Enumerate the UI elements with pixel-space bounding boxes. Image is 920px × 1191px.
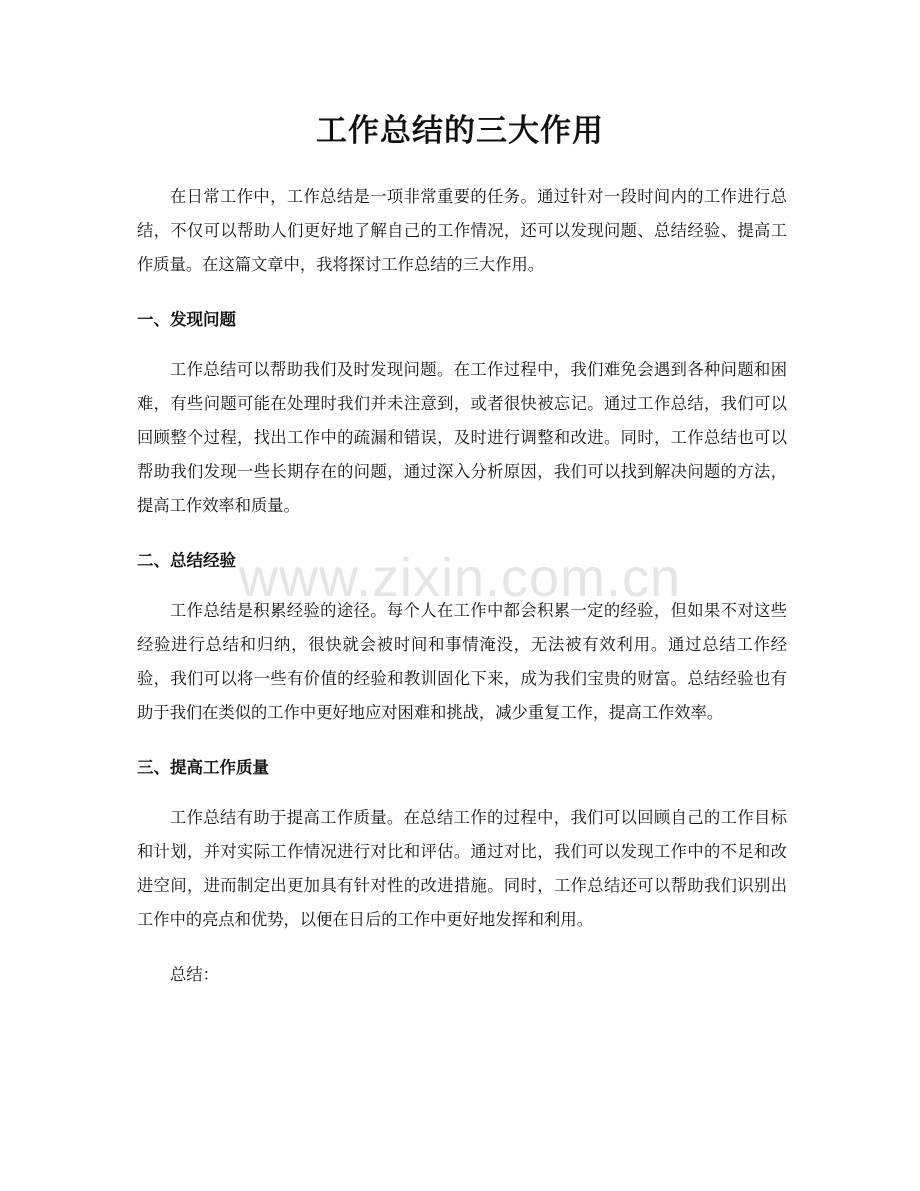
section-heading: 二、总结经验 — [137, 551, 236, 570]
section-heading: 三、提高工作质量 — [137, 758, 269, 777]
section-paragraph: 工作总结可以帮助我们及时发现问题。在工作过程中，我们难免会遇到各种问题和困难，有些问题可能在处理时我们并未注意到，或者很快被忘记。通过工作总结，我们可以回顾整个过程，找出工作中的疏漏和错误，及时进行调整和改进。同时，工作总结也可以帮助我们发现一些长期存在的问题，通过深入分析原因，我们可以找到解决问题的方法，提高工作效率和质量。 — [137, 360, 787, 515]
intro-paragraph: 在日常工作中，工作总结是一项非常重要的任务。通过针对一段时间内的工作进行总结，不仅可以帮助人们更好地了解自己的工作情况，还可以发现问题、总结经验、提高工作质量。在这篇文章中，我将探讨工作总结的三大作用。 — [137, 187, 787, 274]
document-body — [137, 180, 787, 992]
section-summarize-experience — [137, 544, 787, 730]
section-heading: 一、发现问题 — [137, 310, 236, 329]
section-discover-problems — [137, 303, 787, 523]
section-paragraph: 工作总结有助于提高工作质量。在总结工作的过程中，我们可以回顾自己的工作目标和计划，并对实际工作情况进行对比和评估。通过对比，我们可以发现工作中的不足和改进空间，进而制定出更加具有针对性的改进措施。同时，工作总结还可以帮助我们识别出工作中的亮点和优势，以便在日后的工作中更好地发挥和利用。 — [137, 808, 787, 929]
document-title: 工作总结的三大作用 — [316, 113, 604, 149]
section-paragraph: 工作总结是积累经验的途径。每个人在工作中都会积累一定的经验，但如果不对这些经验进行总结和归纳，很快就会被时间和事情淹没，无法被有效利用。通过总结工作经验，我们可以将一些有价值的经验和教训固化下来，成为我们宝贵的财富。总结经验也有助于我们在类似的工作中更好地应对困难和挑战，减少重复工作，提高工作效率。 — [137, 601, 787, 722]
watermark: www.zixin.com.cn — [238, 548, 682, 608]
summary-label: 总结： — [170, 965, 219, 984]
section-improve-quality — [137, 751, 787, 937]
